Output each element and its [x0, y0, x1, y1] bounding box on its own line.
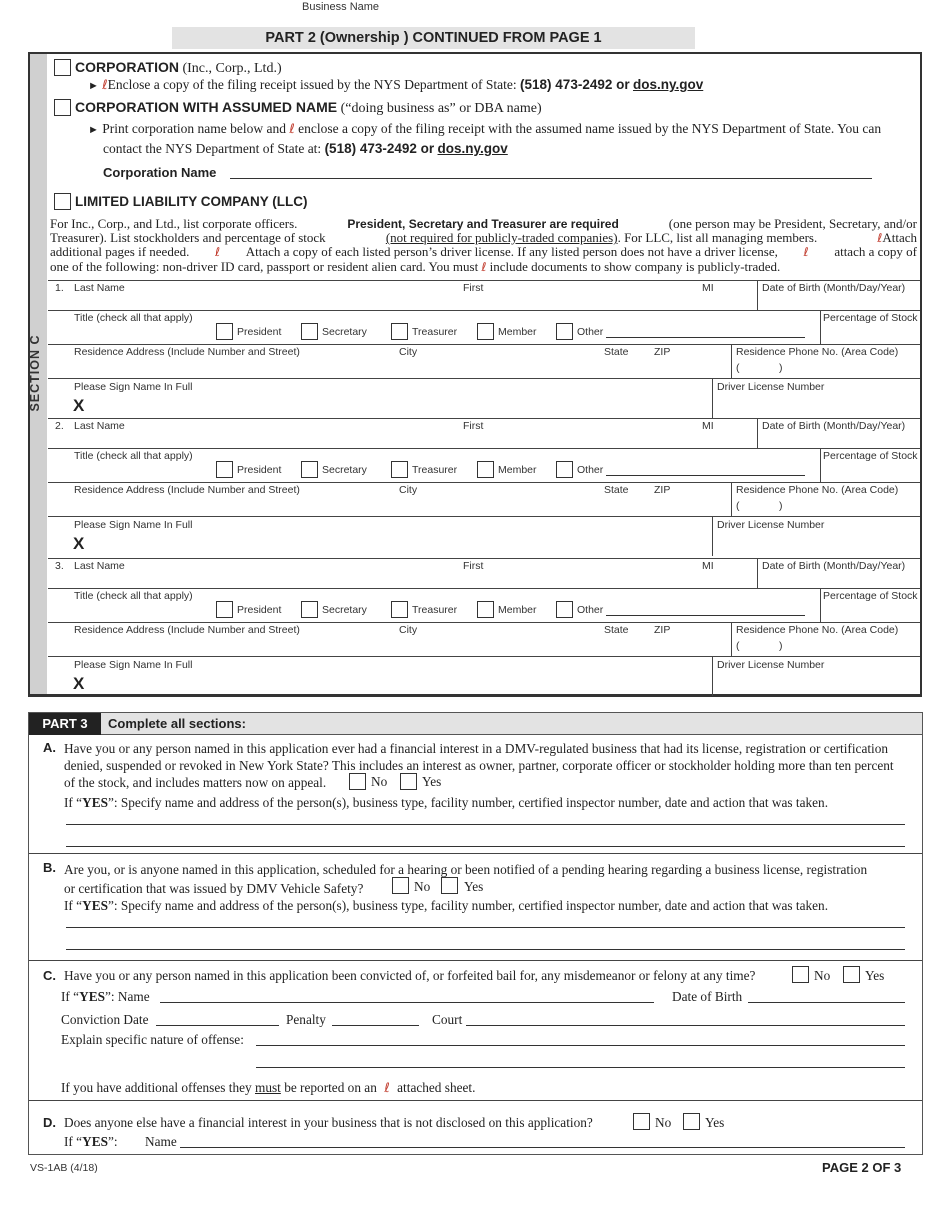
corporation-label: CORPORATION — [75, 59, 179, 75]
last-name-label: Last Name — [74, 560, 125, 572]
if-a: If “ — [64, 1134, 83, 1149]
corp-assumed-instruction-c: contact the NYS Department of State at: — [103, 141, 322, 156]
question-c-conviction-date-label: Conviction Date — [61, 1012, 149, 1027]
corporation-suffix: (Inc., Corp., Ltd.) — [182, 61, 282, 76]
question-c-explain-field-1[interactable] — [256, 1045, 905, 1046]
treasurer-label: Treasurer — [412, 464, 458, 476]
paperclip-icon: ℓ — [877, 231, 883, 246]
member-label: Member — [498, 326, 537, 338]
officers-text-2b: (not required for publicly-traded companies) — [385, 230, 618, 246]
paperclip-icon: ℓ — [289, 122, 295, 137]
treasurer-checkbox[interactable] — [391, 601, 408, 618]
pct-stock-label: Percentage of Stock — [823, 312, 918, 324]
question-a-line-1: Have you or any person named in this application ever had a financial interest in a DMV-regulated business that had its license, registration or certification — [64, 741, 889, 756]
question-c-name-field[interactable] — [160, 1002, 654, 1003]
corporation-row — [75, 59, 282, 77]
first-name-label: First — [463, 282, 484, 294]
additional-b: be reported on an — [284, 1080, 377, 1095]
question-d-text: Does anyone else have a financial interest in your business that is not disclosed on this application? — [64, 1115, 593, 1130]
signature-x: X — [73, 534, 85, 553]
member-checkbox[interactable] — [477, 323, 494, 340]
officers-text-2d: Attach — [882, 230, 917, 246]
if-yes: YES — [82, 898, 108, 913]
question-b-yes-label: Yes — [464, 879, 484, 894]
president-label: President — [237, 326, 282, 338]
person-number: 2. — [55, 420, 64, 432]
signature-x: X — [73, 674, 85, 693]
officers-text-2c: . For LLC, list all managing members. — [617, 230, 818, 246]
signature-field[interactable] — [95, 672, 705, 694]
secretary-label: Secretary — [322, 326, 367, 338]
dob-label: Date of Birth (Month/Day/Year) — [762, 420, 906, 432]
officers-text-2a: Treasurer). List stockholders and percentage of stock — [50, 230, 326, 246]
phone-paren-close: ) — [779, 640, 783, 652]
if-yes: YES — [79, 989, 105, 1004]
paperclip-icon: ℓ — [803, 245, 809, 260]
sign-label: Please Sign Name In Full — [74, 659, 193, 671]
secretary-label: Secretary — [322, 604, 367, 616]
other-label: Other — [577, 326, 604, 338]
if-b: ”: Name — [104, 989, 150, 1004]
row-divider — [48, 344, 920, 345]
last-name-label: Last Name — [74, 282, 125, 294]
secretary-checkbox[interactable] — [301, 461, 318, 478]
zip-label: ZIP — [654, 484, 671, 496]
officers-text-3b: Attach a copy of each listed person’s driver license. If any listed person does not have a driver license, — [245, 244, 778, 260]
phone-paren-open: ( — [736, 362, 740, 374]
question-b-answer-line-2[interactable] — [66, 949, 905, 950]
question-c-yes-label: Yes — [865, 968, 885, 983]
cell-divider — [731, 344, 732, 378]
cell-divider — [731, 482, 732, 516]
cell-divider — [757, 418, 758, 448]
question-d-no-label: No — [655, 1115, 672, 1130]
additional-must: must — [254, 1080, 281, 1095]
phone-label: Residence Phone No. (Area Code) — [736, 624, 899, 636]
corporation-phone: (518) 473-2492 or — [520, 77, 630, 92]
form-id: VS-1AB (4/18) — [30, 1162, 98, 1174]
mi-label: MI — [702, 560, 714, 572]
question-c-court-field[interactable] — [466, 1025, 905, 1026]
paperclip-icon: ℓ — [102, 78, 108, 93]
corp-assumed-instruction-1 — [88, 121, 881, 137]
phone-paren-open: ( — [736, 640, 740, 652]
corp-assumed-row — [75, 99, 542, 117]
question-b-line-2: or certification that was issued by DMV Vehicle Safety? — [64, 881, 364, 896]
last-name-label: Last Name — [74, 420, 125, 432]
other-checkbox[interactable] — [556, 461, 573, 478]
row-divider — [48, 448, 920, 449]
question-c-letter: C. — [43, 968, 56, 983]
if-b: ”: Specify name and address of the person(s), business type, facility number, certified inspector number, date and action that was taken. — [107, 898, 829, 913]
address-label: Residence Address (Include Number and Street) — [74, 624, 300, 636]
title-label: Title (check all that apply) — [74, 450, 193, 462]
divider — [29, 960, 922, 961]
paperclip-icon: ℓ — [215, 245, 221, 260]
member-label: Member — [498, 604, 537, 616]
other-label: Other — [577, 464, 604, 476]
license-label: Driver License Number — [717, 519, 825, 531]
cell-divider — [820, 588, 821, 622]
corporation-name-field[interactable] — [230, 178, 872, 179]
question-a-letter: A. — [43, 740, 56, 755]
row-divider — [48, 310, 920, 311]
president-checkbox[interactable] — [216, 323, 233, 340]
officers-text-1a: For Inc., Corp., and Ltd., list corporate officers. — [50, 216, 298, 231]
question-a-no-label: No — [371, 774, 388, 789]
cell-divider — [712, 516, 713, 556]
person-number: 1. — [55, 282, 64, 294]
if-b: ”: Specify name and address of the person(s), business type, facility number, certified inspector number, date and action that was taken. — [107, 795, 829, 810]
address-label: Residence Address (Include Number and Street) — [74, 346, 300, 358]
other-checkbox[interactable] — [556, 323, 573, 340]
sign-label: Please Sign Name In Full — [74, 519, 193, 531]
question-c-explain-field-2[interactable] — [256, 1067, 905, 1068]
name-field[interactable] — [70, 294, 750, 308]
other-field[interactable] — [606, 337, 805, 338]
secretary-label: Secretary — [322, 464, 367, 476]
president-checkbox[interactable] — [216, 601, 233, 618]
question-a-text — [64, 740, 894, 791]
question-a-answer-line-1[interactable] — [66, 824, 905, 825]
phone-paren-close: ) — [779, 362, 783, 374]
city-label: City — [399, 484, 418, 496]
officers-instructions — [50, 217, 917, 274]
cell-divider — [757, 558, 758, 588]
treasurer-checkbox[interactable] — [391, 323, 408, 340]
row-divider — [48, 558, 920, 559]
first-name-label: First — [463, 420, 484, 432]
state-label: State — [604, 346, 629, 358]
part3-tag — [29, 713, 101, 735]
dob-label: Date of Birth (Month/Day/Year) — [762, 282, 906, 294]
arrow-icon: ► — [88, 124, 99, 136]
question-b-answer-line-1[interactable] — [66, 927, 905, 928]
question-a-if-yes — [64, 795, 828, 811]
question-b-if-yes — [64, 898, 828, 914]
if-a: If “ — [64, 795, 83, 810]
title-label: Title (check all that apply) — [74, 590, 193, 602]
sign-label: Please Sign Name In Full — [74, 381, 193, 393]
president-label: President — [237, 604, 282, 616]
row-divider — [48, 588, 920, 589]
signature-x: X — [73, 396, 85, 415]
question-a-yes-checkbox[interactable] — [400, 773, 417, 790]
business-name-label: Business Name — [302, 1, 380, 13]
arrow-icon: ► — [88, 80, 99, 92]
city-label: City — [399, 624, 418, 636]
corp-assumed-label: CORPORATION WITH ASSUMED NAME — [75, 99, 338, 115]
cell-divider — [731, 622, 732, 656]
officers-text-3c: attach a copy of — [834, 244, 917, 260]
title-label: Title (check all that apply) — [74, 312, 193, 324]
name-field[interactable] — [70, 432, 750, 446]
license-label: Driver License Number — [717, 659, 825, 671]
officers-text-4a: one of the following: non-driver ID card, passport or resident alien card. You must — [50, 258, 479, 274]
question-c-conviction-date-field[interactable] — [156, 1025, 279, 1026]
secretary-checkbox[interactable] — [301, 323, 318, 340]
corp-assumed-phone: (518) 473-2492 or — [324, 141, 435, 156]
question-c-penalty-field[interactable] — [332, 1025, 419, 1026]
corp-assumed-url-link[interactable]: dos.ny.gov — [437, 141, 508, 156]
question-a-answer-line-2[interactable] — [66, 846, 905, 847]
if-b: ”: — [107, 1134, 118, 1149]
part2-title-bar — [172, 27, 695, 49]
secretary-checkbox[interactable] — [301, 601, 318, 618]
question-d-name-label: Name — [145, 1134, 177, 1149]
mi-label: MI — [702, 282, 714, 294]
corporation-checkbox[interactable] — [54, 59, 71, 76]
cell-divider — [820, 310, 821, 344]
question-c-dob-label: Date of Birth — [672, 989, 743, 1004]
pct-stock-label: Percentage of Stock — [823, 590, 918, 602]
row-divider — [48, 622, 920, 623]
cell-divider — [820, 448, 821, 482]
cell-divider — [712, 656, 713, 696]
row-divider — [48, 378, 920, 379]
question-c-yes-checkbox[interactable] — [843, 966, 860, 983]
additional-c: attached sheet. — [397, 1080, 476, 1095]
corporation-url-link[interactable]: dos.ny.gov — [632, 77, 704, 92]
signature-field[interactable] — [95, 532, 705, 554]
corp-assumed-suffix: (“doing business as” or DBA name) — [340, 101, 542, 116]
other-field[interactable] — [606, 615, 805, 616]
if-a: If “ — [61, 989, 80, 1004]
row-divider — [48, 418, 920, 419]
president-checkbox[interactable] — [216, 461, 233, 478]
member-checkbox[interactable] — [477, 601, 494, 618]
zip-label: ZIP — [654, 624, 671, 636]
question-d-if-yes — [64, 1134, 118, 1150]
state-label: State — [604, 484, 629, 496]
section-c-label: SECTION C — [28, 334, 42, 412]
row-divider — [48, 280, 920, 281]
paperclip-icon: ℓ — [481, 259, 487, 274]
additional-a: If you have additional offenses they — [61, 1080, 252, 1095]
question-a-line-3: of the stock, and includes matters now on appeal. — [64, 775, 327, 790]
city-label: City — [399, 346, 418, 358]
officers-text-3a: additional pages if needed. — [50, 244, 190, 260]
paperclip-icon: ℓ — [380, 1081, 394, 1096]
dob-label: Date of Birth (Month/Day/Year) — [762, 560, 906, 572]
other-checkbox[interactable] — [556, 601, 573, 618]
if-a: If “ — [64, 898, 83, 913]
question-b-letter: B. — [43, 860, 56, 875]
part3-title: Complete all sections: — [108, 716, 246, 731]
question-b-line-1: Are you, or is anyone named in this application, scheduled for a hearing or been notified of a pending hearing regarding a business license, registration — [64, 862, 868, 877]
name-field[interactable] — [70, 572, 750, 586]
part3-tag-text: PART 3 — [42, 716, 88, 731]
mi-label: MI — [702, 420, 714, 432]
corp-assumed-checkbox[interactable] — [54, 99, 71, 116]
question-d-name-field[interactable] — [180, 1147, 905, 1148]
if-yes: YES — [82, 1134, 108, 1149]
pct-stock-label: Percentage of Stock — [823, 450, 918, 462]
if-yes: YES — [82, 795, 108, 810]
officers-text-4b: include documents to show company is publicly-traded. — [489, 258, 781, 274]
phone-label: Residence Phone No. (Area Code) — [736, 484, 899, 496]
question-c-dob-field[interactable] — [748, 1002, 905, 1003]
question-d-letter: D. — [43, 1115, 56, 1130]
question-c-explain-label: Explain specific nature of offense: — [61, 1032, 244, 1047]
question-b-no-label: No — [414, 879, 431, 894]
question-b-yes-checkbox[interactable] — [441, 877, 458, 894]
officers-text-1b: President, Secretary and Treasurer are required — [347, 217, 619, 231]
corp-assumed-instruction-2 — [103, 141, 508, 157]
question-c-text: Have you or any person named in this application been convicted of, or forfeited bail for, any misdemeanor or felony at any time? — [64, 968, 756, 983]
question-c-no-label: No — [814, 968, 831, 983]
corporation-instruction: Enclose a copy of the filing receipt issued by the NYS Department of State: — [107, 77, 517, 92]
part2-title: PART 2 (Ownership ) CONTINUED FROM PAGE 1 — [265, 30, 602, 46]
llc-checkbox[interactable] — [54, 193, 71, 210]
officers-text-1c: (one person may be President, Secretary, and/or — [668, 216, 917, 231]
row-divider — [48, 482, 920, 483]
person-number: 3. — [55, 560, 64, 572]
treasurer-label: Treasurer — [412, 326, 458, 338]
question-c-additional — [61, 1080, 475, 1096]
cell-divider — [757, 280, 758, 310]
treasurer-label: Treasurer — [412, 604, 458, 616]
other-label: Other — [577, 604, 604, 616]
corp-assumed-instruction-a: Print corporation name below and — [102, 121, 286, 136]
license-label: Driver License Number — [717, 381, 825, 393]
question-a-no-checkbox[interactable] — [349, 773, 366, 790]
question-c-no-checkbox[interactable] — [792, 966, 809, 983]
president-label: President — [237, 464, 282, 476]
other-field[interactable] — [606, 475, 805, 476]
first-name-label: First — [463, 560, 484, 572]
treasurer-checkbox[interactable] — [391, 461, 408, 478]
question-a-yes-label: Yes — [422, 774, 442, 789]
question-c-court-label: Court — [432, 1012, 463, 1027]
question-b-no-checkbox[interactable] — [392, 877, 409, 894]
phone-label: Residence Phone No. (Area Code) — [736, 346, 899, 358]
row-divider — [48, 516, 920, 517]
llc-label: LIMITED LIABILITY COMPANY (LLC) — [75, 194, 308, 209]
address-label: Residence Address (Include Number and Street) — [74, 484, 300, 496]
question-d-no-checkbox[interactable] — [633, 1113, 650, 1130]
cell-divider — [712, 378, 713, 418]
zip-label: ZIP — [654, 346, 671, 358]
phone-paren-close: ) — [779, 500, 783, 512]
phone-paren-open: ( — [736, 500, 740, 512]
member-checkbox[interactable] — [477, 461, 494, 478]
row-divider — [48, 656, 920, 657]
corporation-name-label: Corporation Name — [103, 165, 217, 180]
corporation-instruction-row — [88, 77, 703, 93]
question-c-penalty-label: Penalty — [286, 1012, 326, 1027]
question-c-if-yes — [61, 989, 150, 1005]
question-d-yes-checkbox[interactable] — [683, 1113, 700, 1130]
question-d-yes-label: Yes — [705, 1115, 725, 1130]
state-label: State — [604, 624, 629, 636]
signature-field[interactable] — [95, 394, 705, 416]
divider — [29, 853, 922, 854]
divider — [29, 1100, 922, 1101]
page-number: PAGE 2 OF 3 — [822, 1160, 902, 1175]
question-a-line-2: denied, suspended or revoked in New York State? This includes an interest as owner, partner, corporate officer or stockholder holding more than ten percent — [64, 758, 894, 773]
corp-assumed-instruction-b: enclose a copy of the filing receipt with the assumed name issued by the NYS Department of State. You can — [298, 121, 882, 136]
member-label: Member — [498, 464, 537, 476]
